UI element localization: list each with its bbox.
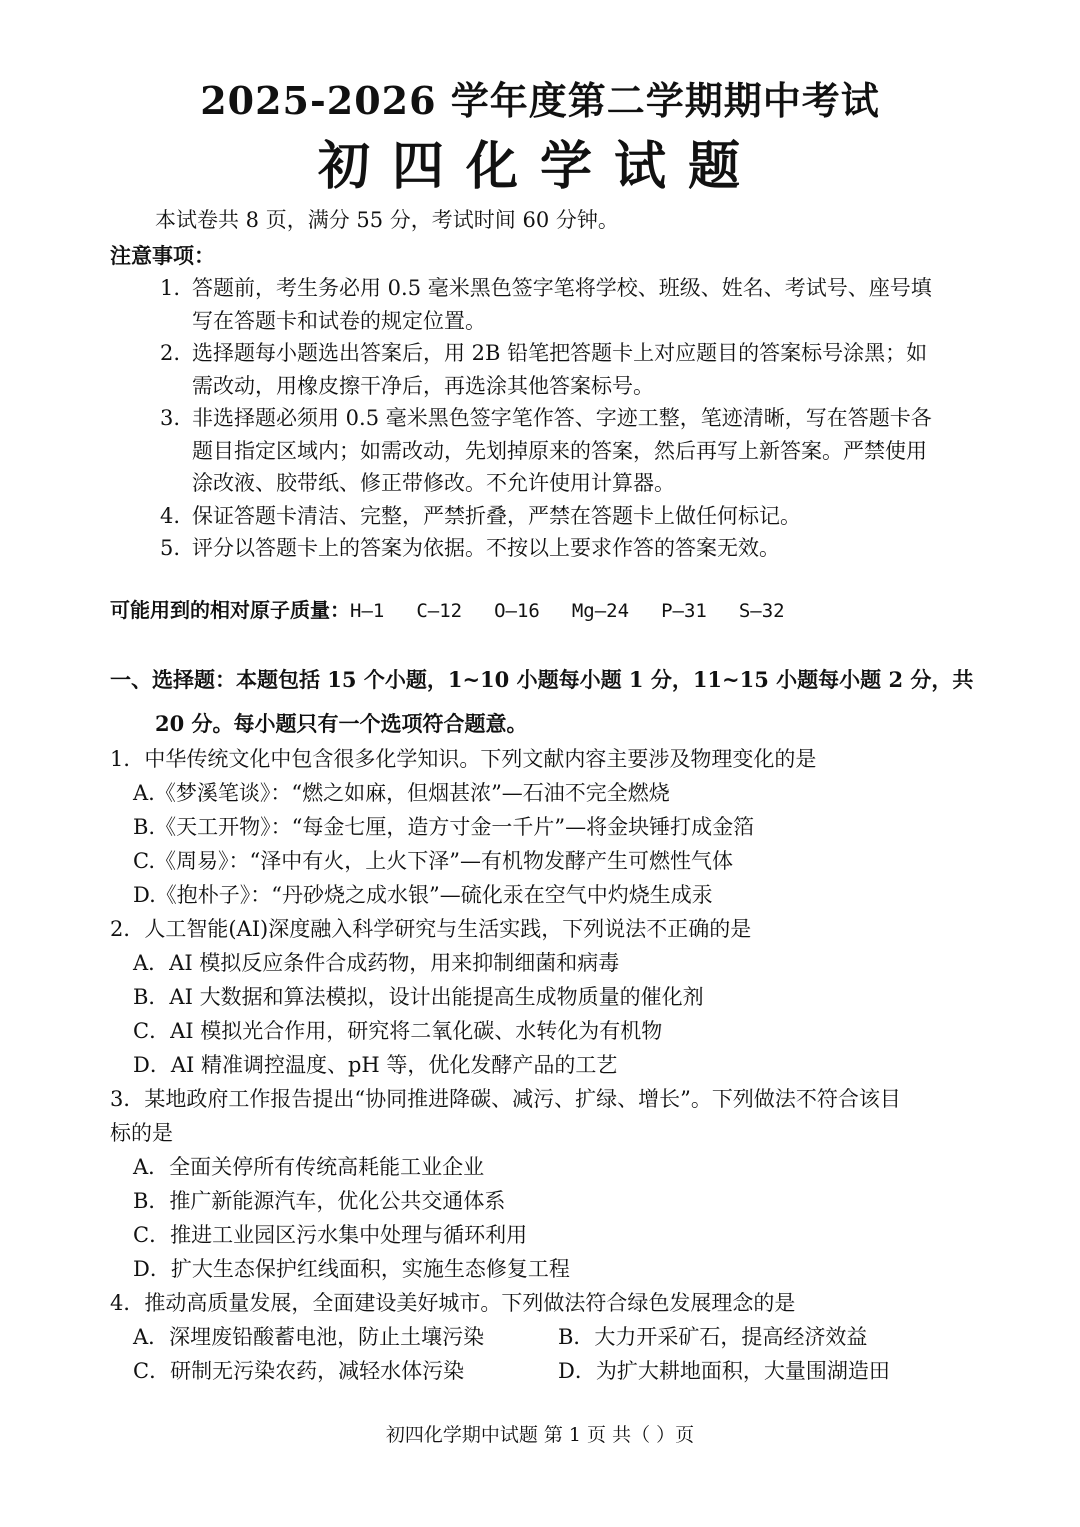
- question-stem: 3．某地政府工作报告提出“协同推进降碳、减污、扩绿、增长”。下列做法不符合该目: [110, 1087, 901, 1111]
- question-option: C．研制无污染农药，减轻水体污染: [133, 1359, 465, 1383]
- notice-text: 评分以答题卡上的答案为依据。不按以上要求作答的答案无效。: [192, 536, 780, 560]
- notice-text: 答题前，考生务必用 0.5 毫米黑色签字笔将学校、班级、姓名、考试号、座号填: [192, 276, 932, 300]
- page-footer: 初四化学期中试题 第 1 页 共（ ）页: [385, 1424, 695, 1446]
- notice-number: 4.: [160, 503, 181, 528]
- question-stem-cont: 标的是: [110, 1121, 173, 1145]
- question-option: A．深埋废铅酸蓄电池，防止土壤污染: [133, 1325, 485, 1349]
- notice-item: [160, 272, 990, 337]
- exam-title: 2025-2026 学年度第二学期期中考试: [200, 78, 880, 123]
- notice-list: [160, 272, 990, 565]
- question-option: D．AI 精准调控温度、pH 等，优化发酵产品的工艺: [133, 1053, 618, 1077]
- question-option: B．大力开采矿石，提高经济效益: [558, 1325, 868, 1349]
- atomic-mass-item: C—12: [416, 600, 463, 622]
- question-option: D．为扩大耕地面积，大量围湖造田: [558, 1359, 890, 1383]
- notice-text-cont: 题目指定区域内；如需改动，先划掉原来的答案，然后再写上新答案。严禁使用: [192, 438, 927, 463]
- question-option: D．扩大生态保护红线面积，实施生态修复工程: [133, 1257, 570, 1281]
- question-option: B.《天工开物》：“每金七厘，造方寸金一千片”—将金块锤打成金箔: [133, 815, 755, 839]
- notice-text-cont: 需改动，用橡皮擦干净后，再选涂其他答案标号。: [192, 373, 654, 398]
- atomic-mass-item: H—1: [350, 600, 385, 622]
- question-option: B．AI 大数据和算法模拟，设计出能提高生成物质量的催化剂: [133, 985, 704, 1009]
- question-option: B．推广新能源汽车，优化公共交通体系: [133, 1189, 506, 1213]
- question-option: C．AI 模拟光合作用，研究将二氧化碳、水转化为有机物: [133, 1019, 663, 1043]
- notice-item: [160, 402, 990, 500]
- question-stem: 4．推动高质量发展，全面建设美好城市。下列做法符合绿色发展理念的是: [110, 1291, 796, 1315]
- notice-text: 非选择题必须用 0.5 毫米黑色签字笔作答、字迹工整，笔迹清晰，写在答题卡各: [192, 406, 932, 430]
- notice-text-cont: 写在答题卡和试卷的规定位置。: [192, 308, 486, 333]
- atomic-mass-item: Mg—24: [571, 600, 630, 622]
- atomic-mass-item: O—16: [494, 600, 540, 622]
- question-option: C．推进工业园区污水集中处理与循环利用: [133, 1223, 528, 1247]
- notice-item: [160, 532, 990, 565]
- section-heading-cont: 20 分。每小题只有一个选项符合题意。: [155, 711, 528, 736]
- notice-text-cont: 涂改液、胶带纸、修正带修改。不允许使用计算器。: [192, 471, 675, 495]
- notice-text: 选择题每小题选出答案后，用 2B 铅笔把答题卡上对应题目的答案标号涂黑；如: [192, 341, 928, 365]
- notice-item: [160, 500, 990, 533]
- question-stem: 1．中华传统文化中包含很多化学知识。下列文献内容主要涉及物理变化的是: [110, 747, 817, 771]
- notice-number: 5.: [160, 536, 181, 560]
- atomic-mass-item: S—32: [738, 600, 785, 622]
- notice-text: 保证答题卡清洁、完整，严禁折叠，严禁在答题卡上做任何标记。: [192, 503, 801, 528]
- question-option: A.《梦溪笔谈》：“燃之如麻，但烟甚浓”—石油不完全燃烧: [133, 781, 670, 805]
- question-stem: 2．人工智能(AI)深度融入科学研究与生活实践，下列说法不正确的是: [110, 917, 752, 941]
- exam-intro: 本试卷共 8 页，满分 55 分，考试时间 60 分钟。: [155, 208, 619, 232]
- atomic-mass-label: 可能用到的相对原子质量：: [110, 598, 350, 622]
- subject-title: 初四化学试题: [317, 136, 762, 197]
- section-heading: 一、选择题：本题包括 15 个小题，1~10 小题每小题 1 分，11~15 小题每小题 2 分，共: [110, 667, 974, 692]
- notice-heading: 注意事项：: [110, 244, 215, 268]
- question-option: D.《抱朴子》：“丹砂烧之成水银”—硫化汞在空气中灼烧生成汞: [133, 883, 713, 907]
- notice-item: [160, 337, 990, 402]
- atomic-mass-item: P—31: [661, 600, 707, 622]
- notice-number: 3.: [160, 406, 181, 430]
- question-option: C.《周易》：“泽中有火，上火下泽”—有机物发酵产生可燃性气体: [133, 849, 733, 873]
- question-option: A．AI 模拟反应条件合成药物，用来抑制细菌和病毒: [133, 951, 620, 975]
- notice-number: 2.: [160, 341, 181, 365]
- notice-number: 1.: [160, 276, 181, 300]
- atomic-mass-line: [110, 594, 785, 623]
- question-option: A．全面关停所有传统高耗能工业企业: [133, 1155, 485, 1179]
